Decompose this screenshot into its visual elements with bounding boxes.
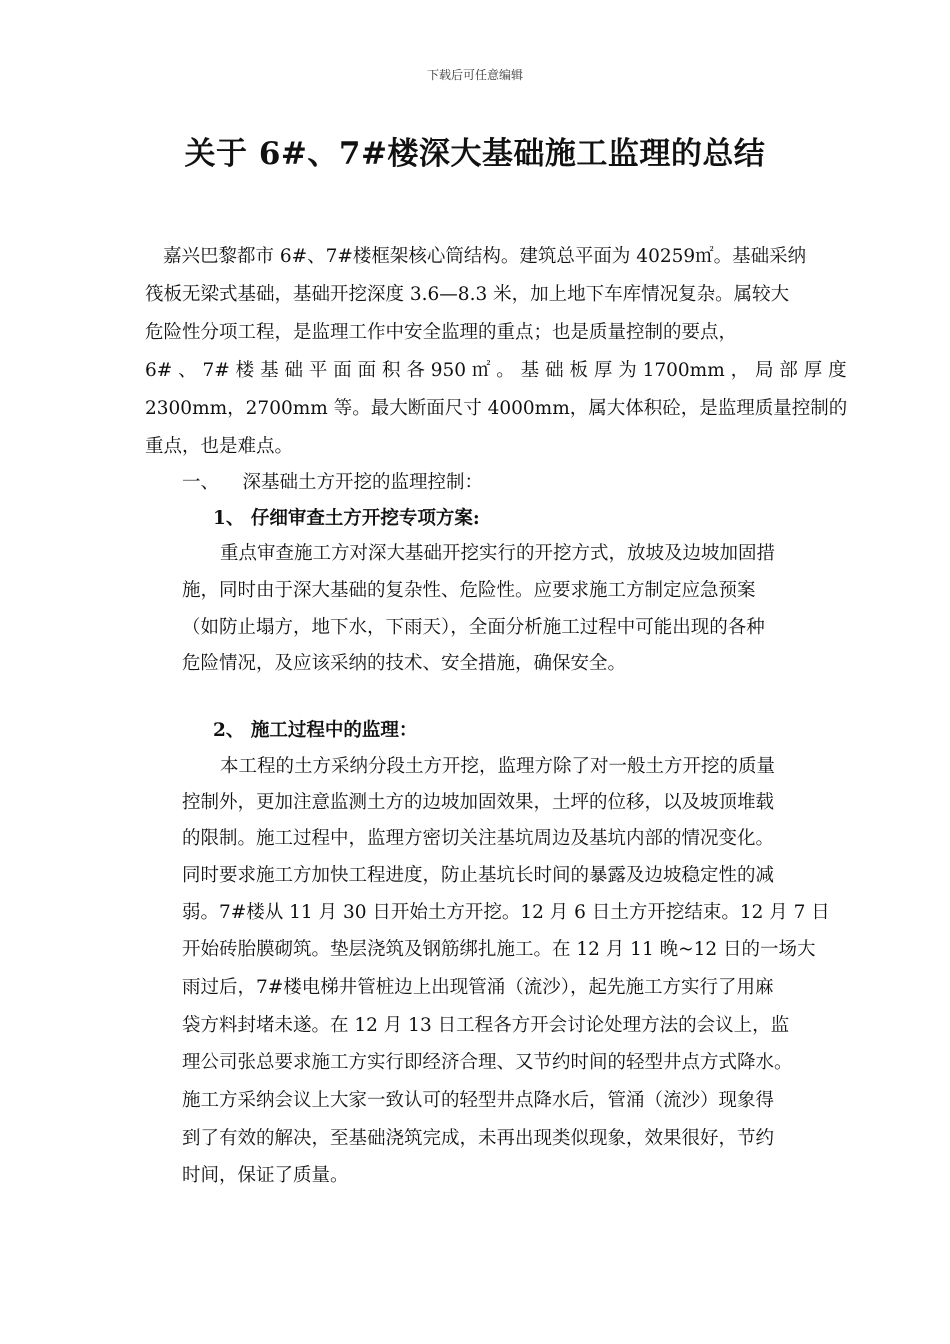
para2-line: 控制外，更加注意监测土方的边坡加固效果，土坪的位移，以及坡顶堆载	[182, 792, 775, 813]
para2-line: 同时要求施工方加快工程进度，防止基坑长时间的暴露及边坡稳定性的减	[182, 865, 775, 886]
para2-line: 到了有效的解决，至基础浇筑完成，未再出现类似现象，效果很好，节约	[182, 1128, 775, 1149]
intro-line: 重点，也是难点。	[145, 436, 294, 457]
para2-line: 施工方采纳会议上大家一致认可的轻型井点降水后，管涌（流沙）现象得	[182, 1090, 775, 1111]
para1-line: 重点审查施工方对深大基础开挖实行的开挖方式，放坡及边坡加固措	[220, 543, 776, 564]
para1-line: （如防止塌方，地下水，下雨天），全面分析施工过程中可能出现的各种	[182, 617, 765, 638]
intro-line: 危险性分项工程，是监理工作中安全监理的重点；也是质量控制的要点，	[145, 322, 738, 343]
para2-line: 的限制。施工过程中，监理方密切关注基坑周边及基坑内部的情况变化。	[182, 828, 775, 849]
para2-line: 袋方料封堵未遂。在 12 月 13 日工程各方开会讨论处理方法的会议上，监	[182, 1015, 790, 1036]
para1-line: 危险情况，及应该采纳的技术、安全措施，确保安全。	[182, 653, 627, 674]
para2-line: 弱。7#楼从 11 月 30 日开始土方开挖。12 月 6 日土方开挖结束。12 月 7 日	[182, 902, 830, 923]
intro-line: 2300mm，2700mm 等。最大断面尺寸 4000mm，属大体积砼，是监理质量控制的	[145, 398, 848, 419]
subsection-heading: 2、 施工过程中的监理：	[213, 720, 418, 741]
intro-line: 6# 、 7# 楼 基 础 平 面 面 积 各 950 ㎡ 。 基 础 板 厚 为 1700mm ， 局 部 厚 度	[145, 360, 847, 381]
para2-line: 雨过后，7#楼电梯井管桩边上出现管涌（流沙），起先施工方实行了用麻	[182, 977, 774, 998]
intro-line: 筏板无梁式基础，基础开挖深度 3.6—8.3 米，加上地下车库情况复杂。属较大	[145, 284, 790, 305]
para2-line: 本工程的土方采纳分段土方开挖，监理方除了对一般土方开挖的质量	[220, 756, 776, 777]
section-heading: 一、 深基础土方开挖的监理控制：	[182, 472, 484, 493]
subsection-heading: 1、 仔细审查土方开挖专项方案:	[213, 508, 480, 529]
para2-line: 开始砖胎膜砌筑。垫层浇筑及钢筋绑扎施工。在 12 月 11 晚~12 日的一场大	[182, 939, 816, 960]
para1-line: 施，同时由于深大基础的复杂性、危险性。应要求施工方制定应急预案	[182, 580, 756, 601]
para2-line: 理公司张总要求施工方实行即经济合理、又节约时间的轻型井点方式降水。	[182, 1052, 793, 1073]
intro-line: 嘉兴巴黎都市 6#、7#楼框架核心筒结构。建筑总平面为 40259㎡。基础采纳	[163, 246, 807, 267]
para2-line: 时间，保证了质量。	[182, 1165, 349, 1186]
page-header: 下载后可任意编辑	[426, 68, 523, 82]
document-title: 关于 6#、7#楼深大基础施工监理的总结	[184, 136, 766, 172]
